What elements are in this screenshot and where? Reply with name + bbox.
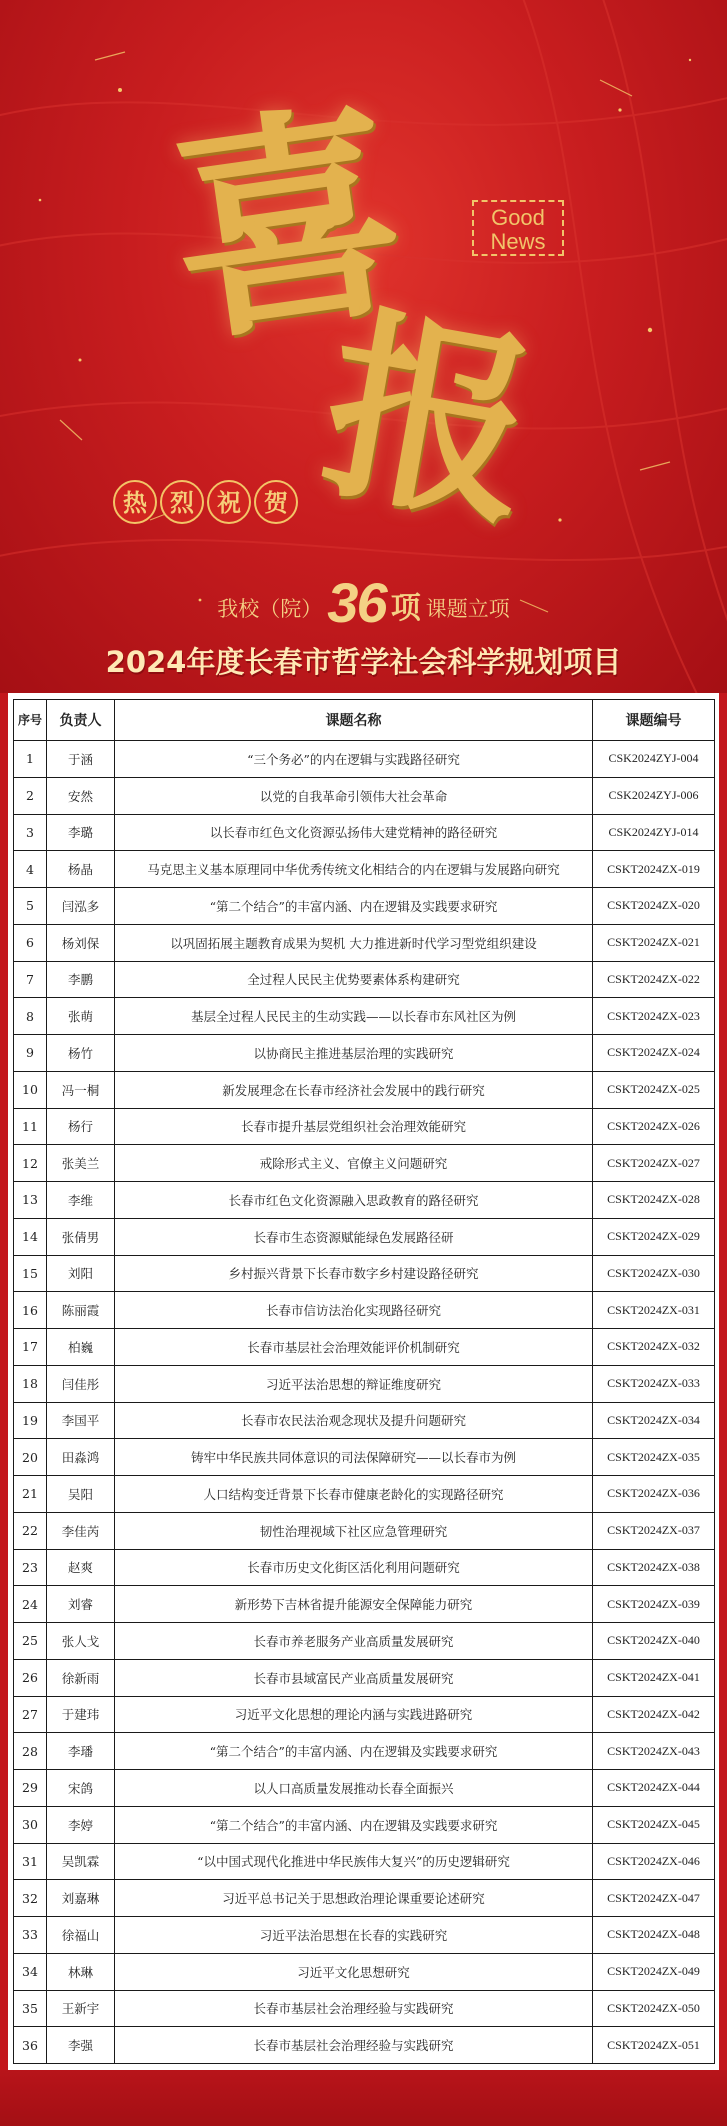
table-row xyxy=(14,1953,715,1990)
cell-code: CSKT2024ZX-024 xyxy=(593,1035,715,1072)
congrats-char: 烈 xyxy=(160,480,204,524)
cell-leader: 李婷 xyxy=(47,1806,115,1843)
cell-index: 33 xyxy=(14,1917,47,1954)
cell-title: 习近平法治思想的辩证维度研究 xyxy=(115,1365,593,1402)
count-prefix: 我校（院） xyxy=(217,598,323,621)
cell-leader: 闫佳彤 xyxy=(47,1365,115,1402)
cell-title: 长春市历史文化街区活化利用问题研究 xyxy=(115,1549,593,1586)
cell-index: 17 xyxy=(14,1329,47,1366)
project-count-line xyxy=(0,570,727,635)
cell-code: CSKT2024ZX-045 xyxy=(593,1806,715,1843)
table-row xyxy=(14,1843,715,1880)
cell-leader: 安然 xyxy=(47,777,115,814)
cell-title: 以长春市红色文化资源弘扬伟大建党精神的路径研究 xyxy=(115,814,593,851)
header-code: 课题编号 xyxy=(593,700,715,741)
cell-index: 16 xyxy=(14,1292,47,1329)
cell-title: 习近平文化思想的理论内涵与实践进路研究 xyxy=(115,1696,593,1733)
cell-title: “以中国式现代化推进中华民族伟大复兴”的历史逻辑研究 xyxy=(115,1843,593,1880)
cell-title: 以巩固拓展主题教育成果为契机 大力推进新时代学习型党组织建设 xyxy=(115,924,593,961)
cell-leader: 闫泓多 xyxy=(47,888,115,925)
cell-title: 以人口高质量发展推动长春全面振兴 xyxy=(115,1770,593,1807)
cell-title: 乡村振兴背景下长春市数字乡村建设路径研究 xyxy=(115,1255,593,1292)
table-row xyxy=(14,1917,715,1954)
cell-leader: 李维 xyxy=(47,1182,115,1219)
project-table-container xyxy=(8,693,719,2070)
cell-code: CSKT2024ZX-038 xyxy=(593,1549,715,1586)
cell-code: CSKT2024ZX-049 xyxy=(593,1953,715,1990)
cell-leader: 张人戈 xyxy=(47,1623,115,1660)
cell-title: 长春市养老服务产业高质量发展研究 xyxy=(115,1623,593,1660)
table-row xyxy=(14,1586,715,1623)
cell-code: CSKT2024ZX-047 xyxy=(593,1880,715,1917)
table-row xyxy=(14,1145,715,1182)
cell-title: “第二个结合”的丰富内涵、内在逻辑及实践要求研究 xyxy=(115,888,593,925)
table-row xyxy=(14,1696,715,1733)
cell-title: 长春市生态资源赋能绿色发展路径研 xyxy=(115,1218,593,1255)
cell-leader: 杨竹 xyxy=(47,1035,115,1072)
cell-index: 28 xyxy=(14,1733,47,1770)
cell-code: CSKT2024ZX-028 xyxy=(593,1182,715,1219)
cell-code: CSKT2024ZX-041 xyxy=(593,1659,715,1696)
cell-leader: 徐福山 xyxy=(47,1917,115,1954)
cell-index: 25 xyxy=(14,1623,47,1660)
table-row xyxy=(14,777,715,814)
cell-code: CSKT2024ZX-027 xyxy=(593,1145,715,1182)
cell-code: CSKT2024ZX-039 xyxy=(593,1586,715,1623)
table-row xyxy=(14,1402,715,1439)
cell-title: 马克思主义基本原理同中华优秀传统文化相结合的内在逻辑与发展路向研究 xyxy=(115,851,593,888)
cell-title: 以协商民主推进基层治理的实践研究 xyxy=(115,1035,593,1072)
table-row xyxy=(14,1880,715,1917)
cell-leader: 张萌 xyxy=(47,998,115,1035)
cell-leader: 李国平 xyxy=(47,1402,115,1439)
cell-index: 11 xyxy=(14,1108,47,1145)
cell-title: 长春市信访法治化实现路径研究 xyxy=(115,1292,593,1329)
table-row xyxy=(14,924,715,961)
cell-index: 12 xyxy=(14,1145,47,1182)
cell-code: CSKT2024ZX-020 xyxy=(593,888,715,925)
table-row xyxy=(14,2027,715,2064)
cell-title: “三个务必”的内在逻辑与实践路径研究 xyxy=(115,741,593,778)
cell-title: 长春市基层社会治理经验与实践研究 xyxy=(115,2027,593,2064)
cell-code: CSKT2024ZX-030 xyxy=(593,1255,715,1292)
congrats-char: 祝 xyxy=(207,480,251,524)
cell-index: 34 xyxy=(14,1953,47,1990)
cell-index: 27 xyxy=(14,1696,47,1733)
cell-title: 韧性治理视域下社区应急管理研究 xyxy=(115,1512,593,1549)
title-char-bao: 报 xyxy=(307,283,552,556)
cell-title: 习近平总书记关于思想政治理论课重要论述研究 xyxy=(115,1880,593,1917)
cell-leader: 杨刘保 xyxy=(47,924,115,961)
cell-index: 7 xyxy=(14,961,47,998)
cell-title: “第二个结合”的丰富内涵、内在逻辑及实践要求研究 xyxy=(115,1733,593,1770)
cell-title: 基层全过程人民民主的生动实践——以长春市东风社区为例 xyxy=(115,998,593,1035)
cell-leader: 李璠 xyxy=(47,1733,115,1770)
cell-leader: 李强 xyxy=(47,2027,115,2064)
table-row xyxy=(14,998,715,1035)
cell-code: CSK2024ZYJ-014 xyxy=(593,814,715,851)
cell-title: 新发展理念在长春市经济社会发展中的践行研究 xyxy=(115,1071,593,1108)
footer-band xyxy=(0,2070,727,2126)
cell-code: CSKT2024ZX-046 xyxy=(593,1843,715,1880)
cell-index: 18 xyxy=(14,1365,47,1402)
cell-leader: 王新宇 xyxy=(47,1990,115,2027)
count-unit: 项 xyxy=(390,591,421,626)
cell-title: “第二个结合”的丰富内涵、内在逻辑及实践要求研究 xyxy=(115,1806,593,1843)
good-news-stamp xyxy=(472,200,564,256)
cell-index: 22 xyxy=(14,1512,47,1549)
title-char-xi: 喜 xyxy=(155,75,421,375)
cell-code: CSKT2024ZX-050 xyxy=(593,1990,715,2027)
cell-code: CSKT2024ZX-043 xyxy=(593,1733,715,1770)
table-row xyxy=(14,1071,715,1108)
cell-title: 习近平法治思想在长春的实践研究 xyxy=(115,1917,593,1954)
cell-title: 长春市基层社会治理经验与实践研究 xyxy=(115,1990,593,2027)
cell-code: CSKT2024ZX-036 xyxy=(593,1476,715,1513)
cell-title: 新形势下吉林省提升能源安全保障能力研究 xyxy=(115,1586,593,1623)
table-row xyxy=(14,1292,715,1329)
cell-index: 32 xyxy=(14,1880,47,1917)
cell-leader: 于涵 xyxy=(47,741,115,778)
cell-leader: 宋鸽 xyxy=(47,1770,115,1807)
table-row xyxy=(14,1439,715,1476)
cell-title: 人口结构变迁背景下长春市健康老龄化的实现路径研究 xyxy=(115,1476,593,1513)
table-row xyxy=(14,814,715,851)
cell-code: CSKT2024ZX-042 xyxy=(593,1696,715,1733)
cell-code: CSKT2024ZX-033 xyxy=(593,1365,715,1402)
cell-leader: 刘嘉琳 xyxy=(47,1880,115,1917)
cell-code: CSKT2024ZX-029 xyxy=(593,1218,715,1255)
cell-code: CSKT2024ZX-048 xyxy=(593,1917,715,1954)
cell-leader: 柏巍 xyxy=(47,1329,115,1366)
cell-code: CSKT2024ZX-026 xyxy=(593,1108,715,1145)
congrats-badges xyxy=(113,480,298,524)
cell-title: 全过程人民民主优势要素体系构建研究 xyxy=(115,961,593,998)
poster-header xyxy=(0,0,727,693)
cell-title: 长春市县域富民产业高质量发展研究 xyxy=(115,1659,593,1696)
table-row xyxy=(14,851,715,888)
cell-leader: 刘睿 xyxy=(47,1586,115,1623)
table-row xyxy=(14,1218,715,1255)
cell-index: 15 xyxy=(14,1255,47,1292)
cell-code: CSKT2024ZX-051 xyxy=(593,2027,715,2064)
table-row xyxy=(14,1476,715,1513)
cell-leader: 李佳芮 xyxy=(47,1512,115,1549)
cell-leader: 冯一桐 xyxy=(47,1071,115,1108)
cell-leader: 田淼鸿 xyxy=(47,1439,115,1476)
cell-index: 19 xyxy=(14,1402,47,1439)
table-row xyxy=(14,1623,715,1660)
table-row xyxy=(14,1990,715,2027)
good-text: Good xyxy=(491,205,545,230)
cell-index: 5 xyxy=(14,888,47,925)
table-row xyxy=(14,1329,715,1366)
cell-index: 13 xyxy=(14,1182,47,1219)
table-row xyxy=(14,1255,715,1292)
cell-index: 36 xyxy=(14,2027,47,2064)
table-body xyxy=(14,741,715,2064)
header-leader: 负责人 xyxy=(47,700,115,741)
cell-index: 9 xyxy=(14,1035,47,1072)
cell-code: CSKT2024ZX-034 xyxy=(593,1402,715,1439)
cell-title: 戒除形式主义、官僚主义问题研究 xyxy=(115,1145,593,1182)
cell-code: CSKT2024ZX-044 xyxy=(593,1770,715,1807)
cell-index: 31 xyxy=(14,1843,47,1880)
cell-leader: 杨行 xyxy=(47,1108,115,1145)
table-row xyxy=(14,1806,715,1843)
table-row xyxy=(14,1512,715,1549)
cell-index: 1 xyxy=(14,741,47,778)
headline: 2024年度长春市哲学社会科学规划项目 xyxy=(105,645,622,679)
table-header-row xyxy=(14,700,715,741)
cell-index: 8 xyxy=(14,998,47,1035)
project-table xyxy=(13,699,715,2064)
cell-index: 6 xyxy=(14,924,47,961)
cell-title: 长春市提升基层党组织社会治理效能研究 xyxy=(115,1108,593,1145)
cell-title: 长春市农民法治观念现状及提升问题研究 xyxy=(115,1402,593,1439)
cell-index: 20 xyxy=(14,1439,47,1476)
cell-leader: 杨晶 xyxy=(47,851,115,888)
cell-index: 29 xyxy=(14,1770,47,1807)
cell-leader: 李鹏 xyxy=(47,961,115,998)
header-title: 课题名称 xyxy=(115,700,593,741)
cell-title: 长春市红色文化资源融入思政教育的路径研究 xyxy=(115,1182,593,1219)
cell-leader: 徐新雨 xyxy=(47,1659,115,1696)
cell-leader: 吴凯霖 xyxy=(47,1843,115,1880)
table-row xyxy=(14,741,715,778)
cell-leader: 吴阳 xyxy=(47,1476,115,1513)
cell-code: CSKT2024ZX-023 xyxy=(593,998,715,1035)
table-row xyxy=(14,1659,715,1696)
cell-index: 4 xyxy=(14,851,47,888)
count-suffix: 课题立项 xyxy=(425,598,510,621)
table-row xyxy=(14,1182,715,1219)
cell-index: 14 xyxy=(14,1218,47,1255)
cell-leader: 赵爽 xyxy=(47,1549,115,1586)
header-index: 序号 xyxy=(14,700,47,741)
congrats-char: 贺 xyxy=(254,480,298,524)
cell-leader: 李璐 xyxy=(47,814,115,851)
cell-leader: 林琳 xyxy=(47,1953,115,1990)
table-row xyxy=(14,888,715,925)
cell-code: CSKT2024ZX-035 xyxy=(593,1439,715,1476)
cell-index: 30 xyxy=(14,1806,47,1843)
cell-index: 35 xyxy=(14,1990,47,2027)
cell-code: CSKT2024ZX-031 xyxy=(593,1292,715,1329)
cell-index: 10 xyxy=(14,1071,47,1108)
cell-leader: 刘阳 xyxy=(47,1255,115,1292)
table-row xyxy=(14,1733,715,1770)
cell-code: CSK2024ZYJ-006 xyxy=(593,777,715,814)
cell-code: CSKT2024ZX-040 xyxy=(593,1623,715,1660)
table-row xyxy=(14,961,715,998)
news-text: News xyxy=(490,229,546,254)
table-row xyxy=(14,1770,715,1807)
table-row xyxy=(14,1035,715,1072)
cell-title: 长春市基层社会治理效能评价机制研究 xyxy=(115,1329,593,1366)
cell-code: CSKT2024ZX-025 xyxy=(593,1071,715,1108)
cell-leader: 于建玮 xyxy=(47,1696,115,1733)
cell-code: CSKT2024ZX-019 xyxy=(593,851,715,888)
table-row xyxy=(14,1108,715,1145)
cell-title: 以党的自我革命引领伟大社会革命 xyxy=(115,777,593,814)
table-row xyxy=(14,1549,715,1586)
cell-index: 26 xyxy=(14,1659,47,1696)
cell-index: 24 xyxy=(14,1586,47,1623)
cell-title: 习近平文化思想研究 xyxy=(115,1953,593,1990)
cell-index: 2 xyxy=(14,777,47,814)
cell-leader: 张倩男 xyxy=(47,1218,115,1255)
cell-index: 23 xyxy=(14,1549,47,1586)
table-row xyxy=(14,1365,715,1402)
cell-code: CSKT2024ZX-032 xyxy=(593,1329,715,1366)
cell-code: CSK2024ZYJ-004 xyxy=(593,741,715,778)
cell-leader: 陈丽霞 xyxy=(47,1292,115,1329)
project-count: 36 xyxy=(327,571,386,634)
cell-title: 铸牢中华民族共同体意识的司法保障研究——以长春市为例 xyxy=(115,1439,593,1476)
cell-index: 3 xyxy=(14,814,47,851)
cell-code: CSKT2024ZX-022 xyxy=(593,961,715,998)
congrats-char: 热 xyxy=(113,480,157,524)
cell-index: 21 xyxy=(14,1476,47,1513)
cell-code: CSKT2024ZX-037 xyxy=(593,1512,715,1549)
cell-leader: 张美兰 xyxy=(47,1145,115,1182)
cell-code: CSKT2024ZX-021 xyxy=(593,924,715,961)
